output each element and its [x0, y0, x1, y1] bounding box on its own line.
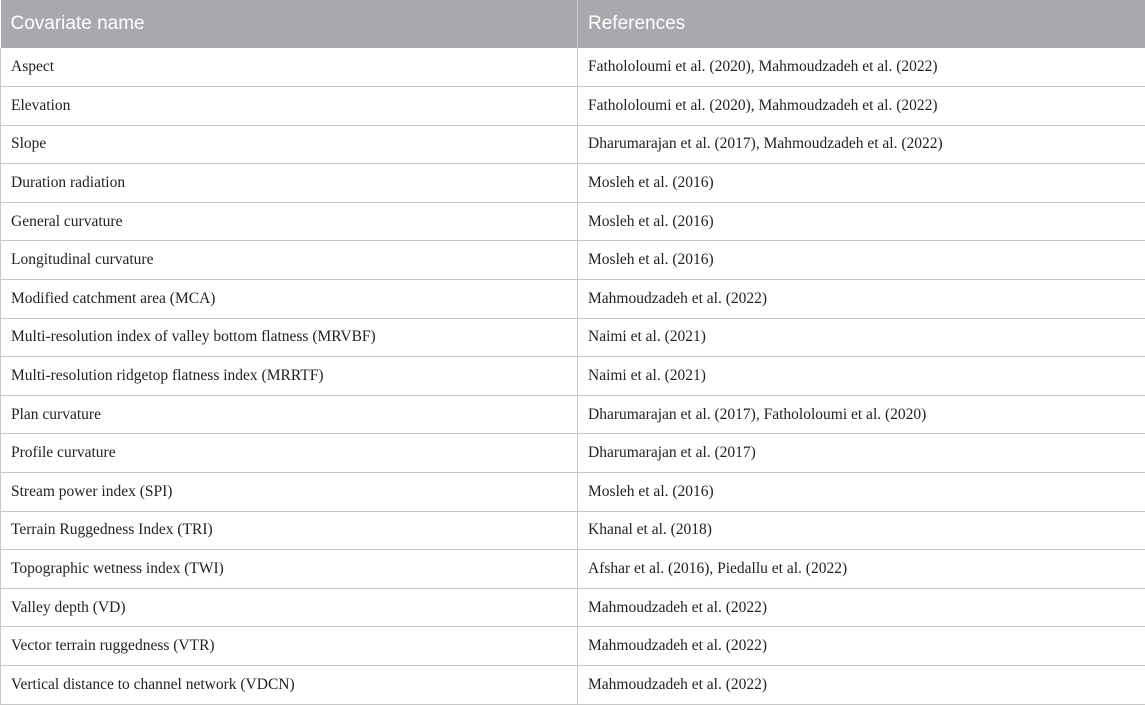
- references-cell: Mahmoudzadeh et al. (2022): [578, 588, 1145, 627]
- table-row: [1, 318, 1145, 357]
- covariate-name-cell: Duration radiation: [1, 164, 578, 203]
- table-row: [1, 588, 1145, 627]
- references-cell: Khanal et al. (2018): [578, 511, 1145, 550]
- table-header: [1, 0, 1145, 48]
- table-row: [1, 202, 1145, 241]
- references-cell: Afshar et al. (2016), Piedallu et al. (2022): [578, 550, 1145, 589]
- covariate-name-cell: Multi-resolution ridgetop flatness index (MRRTF): [1, 357, 578, 396]
- covariate-name-cell: Valley depth (VD): [1, 588, 578, 627]
- covariate-name-cell: Modified catchment area (MCA): [1, 280, 578, 319]
- covariate-name-cell: Elevation: [1, 87, 578, 126]
- table-row: [1, 666, 1145, 705]
- table-row: [1, 473, 1145, 512]
- table-row: [1, 125, 1145, 164]
- references-cell: Dharumarajan et al. (2017), Mahmoudzadeh et al. (2022): [578, 125, 1145, 164]
- table-row: [1, 87, 1145, 126]
- covariate-name-cell: Aspect: [1, 48, 578, 87]
- references-cell: Dharumarajan et al. (2017): [578, 434, 1145, 473]
- references-cell: Mahmoudzadeh et al. (2022): [578, 627, 1145, 666]
- covariate-name-cell: General curvature: [1, 202, 578, 241]
- table-row: [1, 550, 1145, 589]
- table-row: [1, 357, 1145, 396]
- references-cell: Mahmoudzadeh et al. (2022): [578, 280, 1145, 319]
- covariate-name-cell: Multi-resolution index of valley bottom flatness (MRVBF): [1, 318, 578, 357]
- header-row: [1, 0, 1145, 48]
- covariate-name-cell: Topographic wetness index (TWI): [1, 550, 578, 589]
- references-cell: Mosleh et al. (2016): [578, 241, 1145, 280]
- table-body: [1, 48, 1145, 704]
- covariate-name-cell: Vector terrain ruggedness (VTR): [1, 627, 578, 666]
- references-cell: Mosleh et al. (2016): [578, 202, 1145, 241]
- covariate-name-cell: Vertical distance to channel network (VDCN): [1, 666, 578, 705]
- references-cell: Mosleh et al. (2016): [578, 473, 1145, 512]
- references-cell: Naimi et al. (2021): [578, 318, 1145, 357]
- covariate-name-cell: Profile curvature: [1, 434, 578, 473]
- references-cell: Naimi et al. (2021): [578, 357, 1145, 396]
- references-cell: Mosleh et al. (2016): [578, 164, 1145, 203]
- table-row: [1, 627, 1145, 666]
- table-row: [1, 280, 1145, 319]
- references-cell: Dharumarajan et al. (2017), Fathololoumi et al. (2020): [578, 395, 1145, 434]
- covariate-name-cell: Plan curvature: [1, 395, 578, 434]
- covariate-name-cell: Terrain Ruggedness Index (TRI): [1, 511, 578, 550]
- references-cell: Fathololoumi et al. (2020), Mahmoudzadeh et al. (2022): [578, 48, 1145, 87]
- table-row: [1, 48, 1145, 87]
- table-row: [1, 511, 1145, 550]
- header-covariate-name: Covariate name: [1, 0, 578, 48]
- covariate-name-cell: Stream power index (SPI): [1, 473, 578, 512]
- table-row: [1, 434, 1145, 473]
- covariate-name-cell: Slope: [1, 125, 578, 164]
- table-row: [1, 395, 1145, 434]
- references-cell: Fathololoumi et al. (2020), Mahmoudzadeh et al. (2022): [578, 87, 1145, 126]
- references-cell: Mahmoudzadeh et al. (2022): [578, 666, 1145, 705]
- covariate-name-cell: Longitudinal curvature: [1, 241, 578, 280]
- table-row: [1, 241, 1145, 280]
- table-row: [1, 164, 1145, 203]
- header-references: References: [578, 0, 1145, 48]
